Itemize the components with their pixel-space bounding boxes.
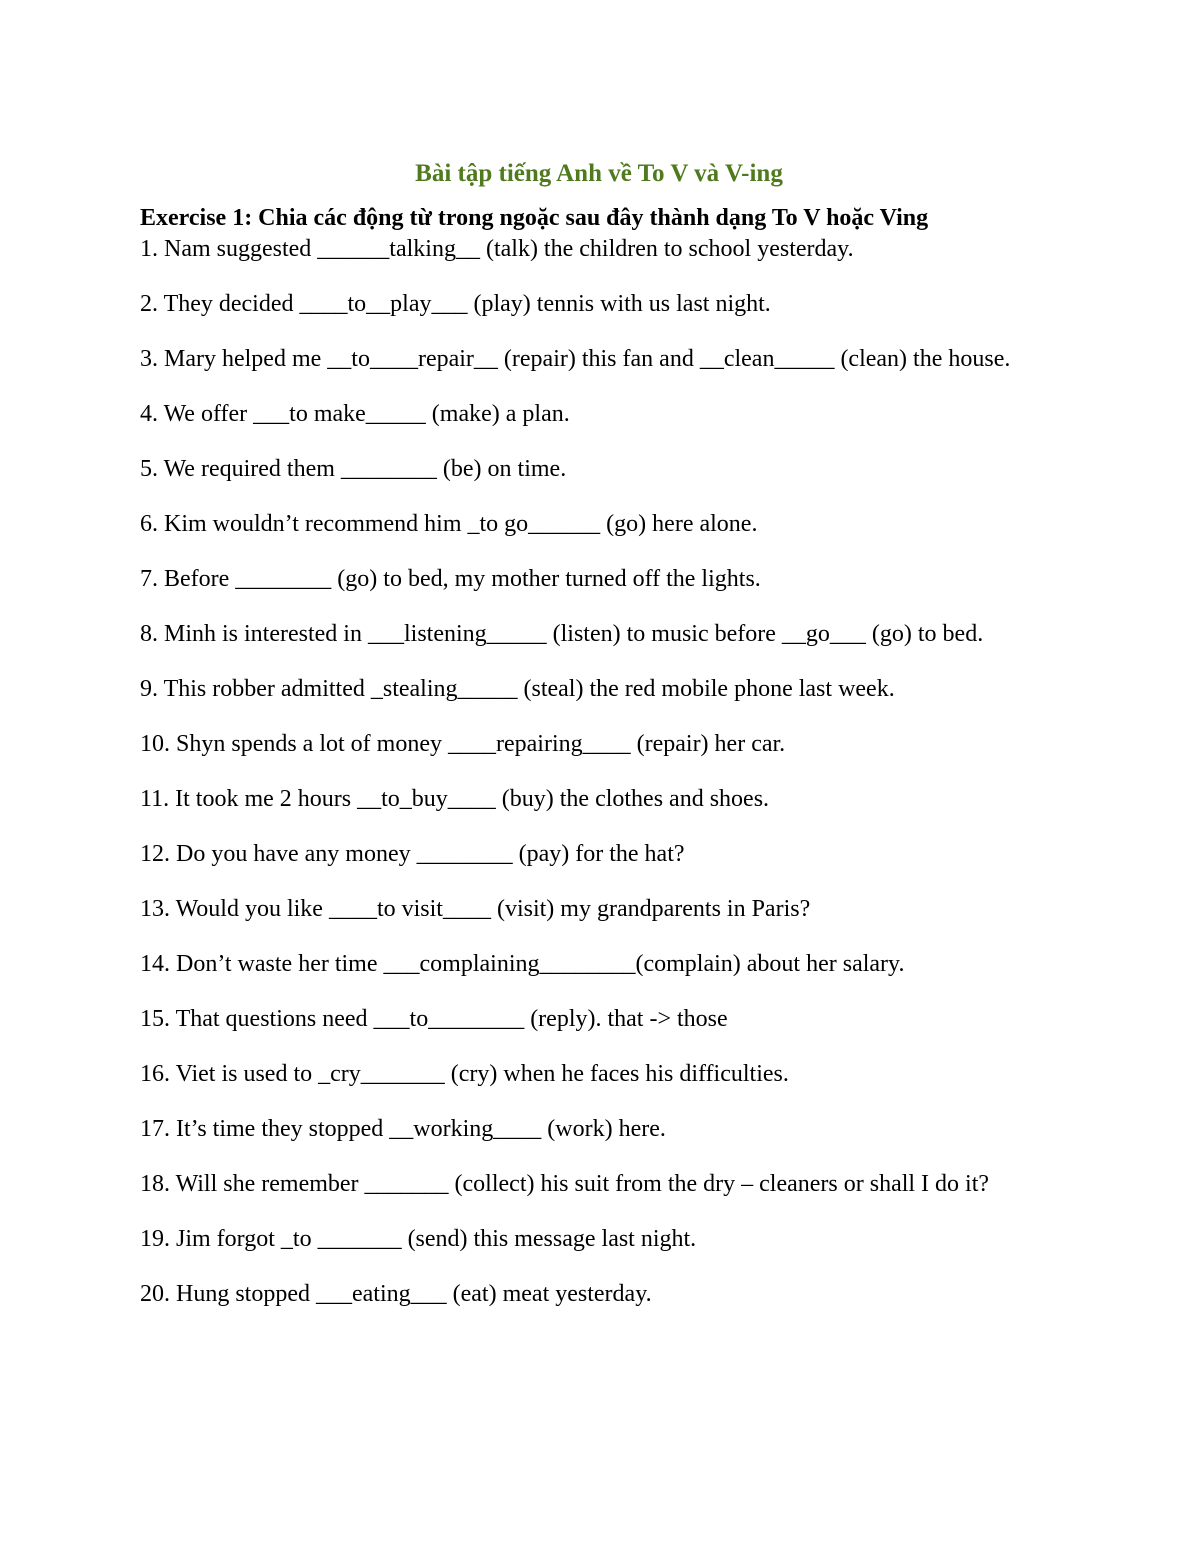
exercise-item-10: 10. Shyn spends a lot of money ____repairing____ (repair) her car. [140,731,786,757]
exercise-item-18: 18. Will she remember _______ (collect) his suit from the dry – cleaners or shall I do it? [140,1171,990,1197]
exercise-item-13: 13. Would you like ____to visit____ (visit) my grandparents in Paris? [140,896,811,922]
worksheet-page [140,156,1058,1334]
exercise-item-6: 6. Kim wouldn’t recommend him _to go______ (go) here alone. [140,511,758,537]
exercise-item-8: 8. Minh is interested in ___listening_____ (listen) to music before __go___ (go) to bed. [140,621,984,647]
exercise-heading: Exercise 1: Chia các động từ trong ngoặc sau đây thành dạng To V hoặc Ving [140,205,929,231]
page-title: Bài tập tiếng Anh về To V và V-ing [415,160,783,187]
exercise-item-1: 1. Nam suggested ______talking__ (talk) the children to school yesterday. [140,236,854,262]
exercise-item-11: 11. It took me 2 hours __to_buy____ (buy) the clothes and shoes. [140,786,770,812]
exercise-item-3: 3. Mary helped me __to____repair__ (repair) this fan and __clean_____ (clean) the house. [140,346,1011,372]
exercise-item-7: 7. Before ________ (go) to bed, my mother turned off the lights. [140,566,761,592]
exercise-item-2: 2. They decided ____to__play___ (play) tennis with us last night. [140,291,771,317]
exercise-item-4: 4. We offer ___to make_____ (make) a plan. [140,401,570,427]
exercise-item-16: 16. Viet is used to _cry_______ (cry) when he faces his difficulties. [140,1061,789,1087]
exercise-item-15: 15. That questions need ___to________ (reply). that -> those [140,1006,728,1032]
exercise-item-9: 9. This robber admitted _stealing_____ (steal) the red mobile phone last week. [140,676,895,702]
exercise-item-20: 20. Hung stopped ___eating___ (eat) meat yesterday. [140,1281,652,1307]
exercise-item-12: 12. Do you have any money ________ (pay) for the hat? [140,841,685,867]
exercise-item-17: 17. It’s time they stopped __working____ (work) here. [140,1116,666,1142]
exercise-item-19: 19. Jim forgot _to _______ (send) this message last night. [140,1226,697,1252]
exercise-item-5: 5. We required them ________ (be) on time. [140,456,567,482]
exercise-item-14: 14. Don’t waste her time ___complaining________(complain) about her salary. [140,951,905,977]
